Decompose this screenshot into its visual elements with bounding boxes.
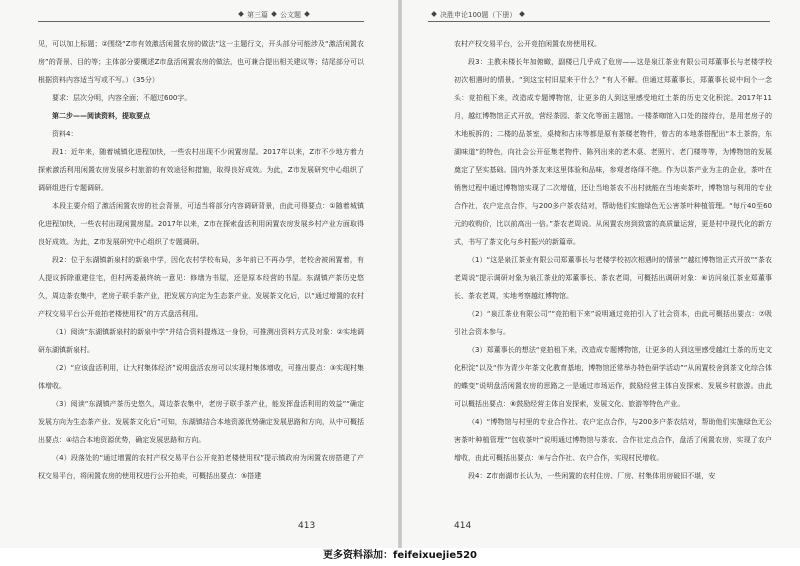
- right-page-header: [428, 10, 528, 20]
- analysis-item: （3）郑董事长的想法“竞拍租下来，改造成专题博物馆，让更多的人到这里感受越红土茶的历史文化积淀”以及“作为青少年茶文化教育基地，博物馆还常举办特色研学活动”“从闲置校舍到茶文化综合体的蝶变”说明盘活闲置农房的思路之一是通过市场运作，鼓励经营主体自发探索、发展乡村旅游。由此可以概括出要点：⑧鼓励经营主体自发探索，发展文化、旅游等特色产业。: [454, 346, 772, 408]
- left-page: [0, 0, 400, 548]
- header-book-title: 决胜申论100题（下册）: [440, 11, 517, 19]
- header-rule: [38, 21, 364, 22]
- paragraph: 本段主要介绍了激活闲置农房的社会背景，可适当将部分内容调研背景，由此可得要点：①随着城镇化进程加快，一些农村出现闲置房屋。2017年以来，Z市在探索盘活利用闲置农房发展乡村产业方面取得良好成效。为此，Z市发展研究中心组织了专题调研。: [38, 202, 364, 246]
- header-part: 第三篇: [247, 11, 268, 19]
- paragraph: 段3：主教未楼长年加俯瞰，副楼已几乎成了危房——这是泉江茶业有限公司郑董事长与老楼学校初次相遇时的情景。“到这宝村旧屋来干什么？”有人不解。但通过郑董事长，郑董事长说中间个一念头：竞拍租下来，改造成专题博物馆，让更多的人到这里感受地红土茶的历史文化积淀。2017年11月，越红博物馆正式开放，营经茶园、茶文化等面主题馆。一楼茶咖馆入口处的接待台，是用老房子的木地板拆的；二楼的品茶室，桌椅和古床等都是原有茶楼老物件，曾古的本地茶搭配出“本土茶韵，东湖味道”的特色，向社会公开征集老物件、陈列出来的老木桌、老照片、老门楼等等，为博物馆的发展奠定了坚实基础。国内外茶友来这里体验和品味，参观者络绎不绝。作为以茶产业为主的企业，茶叶在销售过程中通过博物馆实现了二次增值，还让当地茶农不出村就能在当地卖茶叶，博物馆与利用的专业合作社，农户定点合作，与200多户茶农结对，帮助他们实施绿色无公害茶叶种植管理。“每斤40至60元的收购价，比以前高出一倍。”茶农老周说。从闲置农房到致富的高质量运营，更是村中现代化的新方式，书写了茶文化与乡村振兴的新篇章。: [454, 58, 772, 246]
- right-page: [400, 0, 800, 548]
- left-page-header: [235, 10, 313, 20]
- header-rule: [428, 21, 770, 22]
- page-number: 413: [298, 521, 316, 531]
- material-label: 资料4：: [52, 130, 78, 138]
- header-diamond-icon: [520, 11, 526, 17]
- analysis-item: （2）“泉江茶业有限公司”“竞拍租下来”说明通过竞拍引入了社会资本，由此可概括出要点：⑦吸引社会资本参与。: [454, 310, 772, 336]
- header-diamond-icon: [304, 11, 310, 17]
- footer-watermark: 更多资料添加：feifeixuejie520: [0, 548, 800, 566]
- paragraph: 见，可以加上标题；②围绕“Z市有效激活闲置农房的做法”这一主题行文，开头部分可能涉及“激活闲置农房”的背景、目的等；主体部分要概述Z市盘活闲置农房的做法，也可兼合提出相关建议等；结尾部分可以根据资料内容适当写或不写。）（35分）: [38, 40, 364, 84]
- paragraph: 段2：位于东湖镇新泉村的新泉中学，因化农村学校布局，多年前已不再办学，老校舍被闲置着，有人提议拆除重建住宅，但村两委最终统一意见：修缮为书屋，还是原本经营的书屋。东湖镇产茶历史悠久，周边茶农集中，老房子联手茶产业，把发展方向定为生态茶产业、发展茶文化后，以“通过增置的农村产权交易平台公开竞拍老楼使用权”的方式盘活利用。: [38, 256, 364, 318]
- paragraph: 段4：Z市南湖市长认为，一些闲置的农村住房、厂房、村集体用房破旧不堪，安: [468, 472, 716, 480]
- paragraph: 段1：近年来，随着城镇化进程加快，一些农村出现不少闲置房屋。2017年以来，Z市不少地方着力探索激活利用闲置农房发展乡村旅游的有效途径和措施，取得良好成效。为此，Z市发展研究中心组织了调研组进行专题调研。: [38, 148, 364, 192]
- analysis-item: （2）“应该盘活利用，让大村集体经济”说明盘活农房可以实现村集体增收，可推出要点：③实现村集体增收。: [38, 364, 364, 390]
- analysis-item: （1）“这是泉江茶业有限公司郑董事长与老楼学校初次相遇时的情景”“越红博物馆正式开放”“茶农老周说”提示调研对象为泉江茶业的郑董事长、茶农老周，可概括出调研对象：⑥访问泉江茶业郑董事长、茶农老周，实地考察越红博物馆。: [454, 256, 772, 300]
- page-number: 414: [454, 521, 472, 531]
- paragraph: 农村产权交易平台，公开竞拍闲置农房使用权。: [454, 40, 601, 48]
- analysis-item: （1）阅读“东湖镇新泉村的新泉中学”并结合资料提炼这一身份，可推测出资料方式及对象：②实地调研东湖镇新泉村。: [38, 328, 364, 354]
- left-page-body: [38, 35, 364, 485]
- header-section: 公文题: [280, 11, 301, 19]
- step-heading: 第二步——阅读资料，提取要点: [52, 112, 150, 120]
- paragraph: 要求：层次分明，内容全面；不超过600字。: [52, 94, 192, 102]
- right-page-body: [454, 35, 772, 485]
- header-diamond-icon: [271, 11, 277, 17]
- analysis-item: （4）“博物馆与村里的专业合作社、农户定点合作，与200多户茶农结对，帮助他们实施绿色无公害茶叶种植管理”“包收茶叶”说明通过博物馆与茶农、合作社定点合作，盘活了闲置农房，实现了农户增收，由此可概括出要点：⑨与合作社、农户合作，实现村民增收。: [454, 418, 772, 462]
- analysis-item: （4）段落处的“通过增置的农村产权交易平台公开竞拍老楼使用权”提示镇政府为闲置农房搭建了产权交易平台，将闲置农房的使用权进行公开拍卖，可概括出要点：⑤搭建: [38, 454, 364, 480]
- header-diamond-icon: [431, 11, 437, 17]
- analysis-item: （3）阅读“东湖镇产茶历史悠久，周边茶农集中，老房子联手茶产业，能发挥盘活利用的效益”“确定发展方向为生态茶产业、发展茶文化后”可知，东湖镇结合本地资源优势确定发展思路和方向，从中可概括出要点：④结合本地资源优势，确定发展思路和方向。: [38, 400, 364, 444]
- header-diamond-icon: [238, 11, 244, 17]
